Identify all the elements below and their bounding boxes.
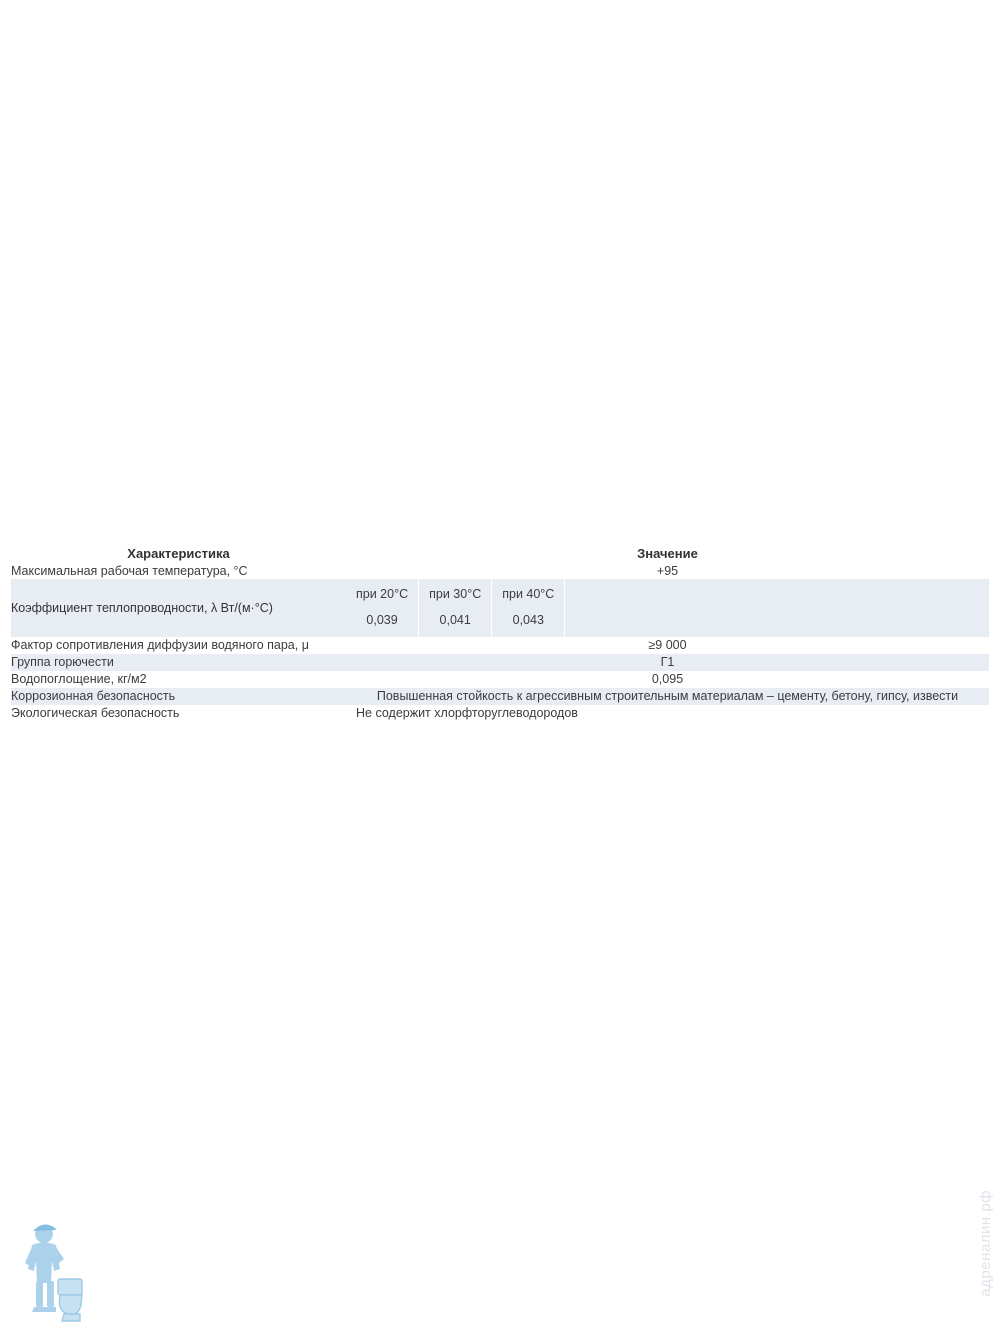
row-label: Фактор сопротивления диффузии водяного пара, μ — [11, 637, 346, 654]
table-row — [11, 654, 989, 671]
conductivity-temp-40: при 40°C — [492, 579, 565, 607]
conductivity-temp-20: при 20°C — [346, 579, 419, 607]
conductivity-header-row — [346, 579, 565, 607]
row-label: Экологическая безопасность — [11, 705, 346, 722]
row-value: Г1 — [346, 654, 989, 671]
conductivity-value-20: 0,039 — [346, 607, 419, 637]
table-header-row — [11, 545, 989, 563]
table-row-conductivity — [11, 579, 989, 637]
row-label: Водопоглощение, кг/м2 — [11, 671, 346, 688]
row-label: Коррозионная безопасность — [11, 688, 346, 705]
conductivity-temp-30: при 30°C — [419, 579, 492, 607]
table-row — [11, 705, 989, 722]
plumber-with-toilet-logo — [14, 1221, 88, 1327]
row-label: Коэффициент теплопроводности, λ Вт/(м·°С) — [11, 579, 346, 637]
table-row — [11, 671, 989, 688]
conductivity-value-40: 0,043 — [492, 607, 565, 637]
column-header-value: Значение — [346, 545, 989, 563]
row-value: Не содержит хлорфторуглеводородов — [346, 705, 989, 722]
row-label: Группа горючести — [11, 654, 346, 671]
row-value: Повышенная стойкость к агрессивным строительным материалам – цементу, бетону, гипсу, извести — [346, 688, 989, 705]
watermark-text: адреналин.рф — [977, 1190, 994, 1297]
table-row — [11, 688, 989, 705]
conductivity-subtable — [346, 579, 565, 637]
row-label: Максимальная рабочая температура, °C — [11, 563, 346, 580]
conductivity-value-row — [346, 607, 565, 637]
specification-table-container — [11, 545, 989, 722]
row-value: 0,095 — [346, 671, 989, 688]
row-value: ≥9 000 — [346, 637, 989, 654]
row-value: +95 — [346, 563, 989, 580]
conductivity-value-30: 0,041 — [419, 607, 492, 637]
specification-table — [11, 545, 989, 722]
table-row — [11, 637, 989, 654]
row-value-conductivity — [346, 579, 989, 637]
column-header-characteristic: Характеристика — [11, 545, 346, 563]
table-row — [11, 563, 989, 580]
